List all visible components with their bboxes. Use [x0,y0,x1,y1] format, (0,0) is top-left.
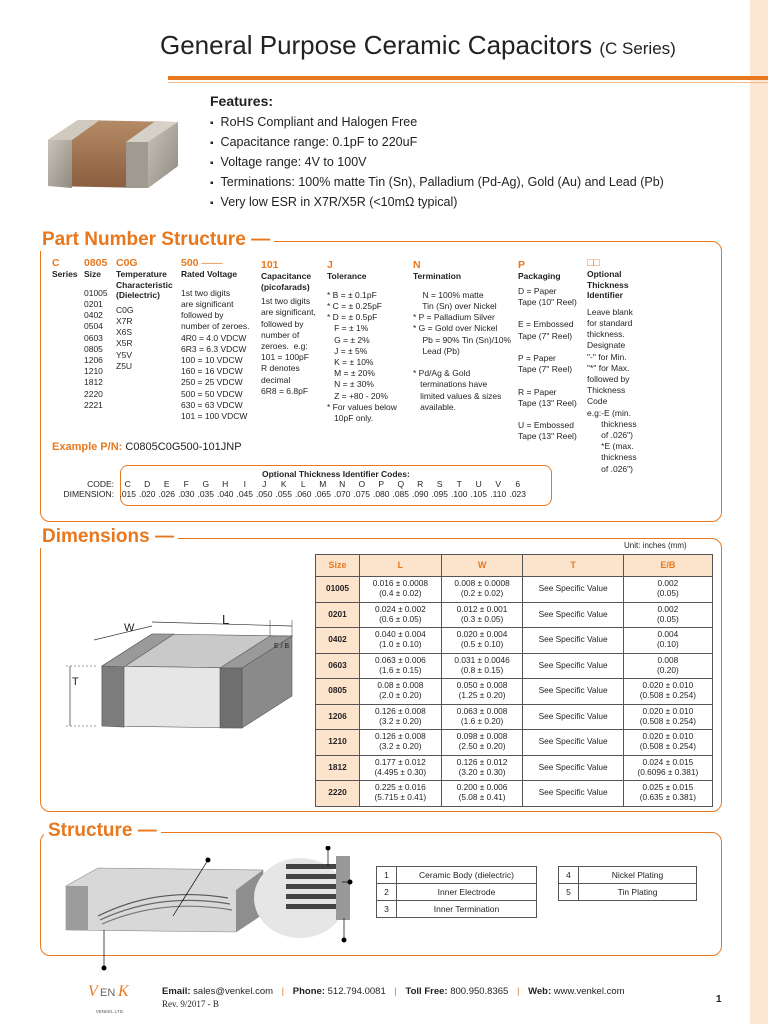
list-item: ▪ Voltage range: 4V to 100V [210,153,664,173]
page-number: 1 [716,994,722,1005]
table-cell: 0.126 ± 0.012 (3.20 ± 0.30) [441,755,523,781]
table-cell: 0402 [316,628,360,654]
table-cell: See Specific Value [523,730,623,756]
web-link[interactable]: www.venkel.com [553,986,625,997]
thickness-dimension: .020 [138,489,156,499]
table-cell: 2220 [316,781,360,807]
column-header: E/B [623,555,712,577]
thickness-code: E [163,479,170,489]
example-part-number: Example P/N: C0805C0G500-101JNP [52,441,242,453]
thickness-code: C [124,479,131,489]
list-item: ▪ RoHS Compliant and Halogen Free [210,113,664,133]
structure-table: 1 Ceramic Body (dielectric) 4 Nickel Plating 2 Inner Electrode 5 Tin Plating 3 Inner Termination [376,866,697,918]
table-cell: 0.020 ± 0.010 (0.508 ± 0.254) [623,730,712,756]
table-cell: 1206 [316,704,360,730]
thickness-dimension: .100 [450,489,468,499]
table-cell: 0603 [316,653,360,679]
thickness-code: N [339,479,346,489]
table-cell: 0.024 ± 0.015 (0.6096 ± 0.381) [623,755,712,781]
pn-tolerance-column: J Tolerance * B = ± 0.1pF * C = ± 0.25pF * D = ± 0.5pF F = ± 1% G = ± 2% J = ± 5% K = ± 10% M = ± 20% N = ± 30% Z = +80 - 20% * For values below 10pF only. [327,259,397,423]
thickness-dimension: .080 [372,489,390,499]
table-cell: 0.025 ± 0.015 (0.635 ± 0.381) [623,781,712,807]
thickness-dimension: .095 [431,489,449,499]
label-t: T [72,676,79,688]
label-eb: E / B [274,643,290,650]
thickness-code: S [436,479,443,489]
table-cell: 1210 [316,730,360,756]
table-row [316,704,713,730]
table-cell: 0.020 ± 0.010 (0.508 ± 0.254) [623,679,712,705]
thickness-code: Q [397,479,405,489]
label-w: W [124,622,135,634]
features-heading: Features: [210,93,274,109]
structure-diagram [58,846,358,981]
table-cell: 0.098 ± 0.008 (2.50 ± 0.20) [441,730,523,756]
features-list [210,113,664,213]
table-cell: 0.200 ± 0.006 (5.08 ± 0.41) [441,781,523,807]
table-cell: 0.016 ± 0.0008 (0.4 ± 0.02) [360,577,442,603]
page-title: General Purpose Ceramic Capacitors (C Series) [160,30,676,60]
thickness-dimension: .026 [158,489,176,499]
unit-label: Unit: inches (mm) [624,541,687,550]
thickness-dimension: .055 [275,489,293,499]
thickness-code: H [222,479,229,489]
table-cell: See Specific Value [523,653,623,679]
table-cell: 0201 [316,602,360,628]
pn-series-column: C Series [52,257,78,280]
thickness-code: U [475,479,482,489]
svg-text:V: V [88,983,98,1000]
table-row [316,602,713,628]
email-link[interactable]: sales@venkel.com [193,986,274,997]
list-item: ▪ Terminations: 100% matte Tin (Sn), Palladium (Pd-Ag), Gold (Au) and Lead (Pb) [210,173,664,193]
list-item: ▪ Capacitance range: 0.1pF to 220uF [210,133,664,153]
thickness-dimension: .085 [392,489,410,499]
table-cell: 0.004 (0.10) [623,628,712,654]
list-item: ▪ Very low ESR in X7R/X5R (<10mΩ typical) [210,193,664,213]
dimension-diagram [62,606,302,751]
side-accent-bar [750,0,768,1024]
column-header: Size [316,555,360,577]
table-cell: 0.126 ± 0.008 (3.2 ± 0.20) [360,730,442,756]
dimensions-table [315,554,713,807]
thickness-dimension: .040 [216,489,234,499]
thickness-code: K [280,479,287,489]
table-row [316,755,713,781]
thickness-code: D [144,479,151,489]
table-cell: 0.063 ± 0.008 (1.6 ± 0.20) [441,704,523,730]
thickness-code: G [202,479,210,489]
thickness-dimension: .035 [197,489,215,499]
table-cell: 0.020 ± 0.004 (0.5 ± 0.10) [441,628,523,654]
svg-text:EN: EN [100,987,116,999]
table-cell: 0.020 ± 0.010 (0.508 ± 0.254) [623,704,712,730]
thickness-dimension: .060 [294,489,312,499]
thickness-dimension: .070 [333,489,351,499]
thickness-code: M [319,479,327,489]
table-cell: 0.024 ± 0.002 (0.6 ± 0.05) [360,602,442,628]
thickness-dimension: .090 [411,489,429,499]
table-cell: 0.012 ± 0.001 (0.3 ± 0.05) [441,602,523,628]
thickness-dimension: .015 [119,489,137,499]
pn-thickness-column: □□ Optional Thickness Identifier Leave blank for standard thickness. Designate "-" for Min. "*" for Max. followed by Thickness Code e.g:-E (min. thickness of .026") *E (max. thickness of .026") [587,257,637,474]
table-row [316,730,713,756]
svg-text:K: K [118,983,129,1000]
part-number-heading: Part Number Structure — [38,229,274,251]
thickness-code: 6 [515,479,521,489]
thickness-dimension: .075 [353,489,371,499]
header-rule-thin [168,82,768,83]
thickness-dimension: .050 [255,489,273,499]
column-header: W [441,555,523,577]
table-row [316,653,713,679]
table-cell: 0.008 (0.20) [623,653,712,679]
table-row [316,628,713,654]
thickness-dimension: .065 [314,489,332,499]
dimensions-heading: Dimensions — [38,526,178,548]
label-l: L [222,612,230,627]
thickness-code: R [417,479,424,489]
pn-voltage-column: 500 —— Rated Voltage 1st two digits are significant followed by number of zeroes. 4R0 = 4.0 VDCW 6R3 = 6.3 VDCW 100 = 10 VDCW 160 = 16 VDCW 250 = 25 VDCW 500 = 50 VDCW 630 = 63 VDCW 101 = 100 VDCW [181,257,250,421]
table-cell: See Specific Value [523,679,623,705]
thickness-code: V [495,479,502,489]
table-cell: 0805 [316,679,360,705]
thickness-code: F [183,479,189,489]
thickness-code: O [358,479,366,489]
thickness-dimension: .030 [177,489,195,499]
thickness-code: P [378,479,385,489]
table-cell: 0.002 (0.05) [623,577,712,603]
pn-capacitance-column: 101 Capacitance (picofarads) 1st two digits are significant, followed by number of zeroes. e.g: 101 = 100pF R denotes decimal 6R8 = 6.8pF [261,259,316,396]
thickness-code: J [262,479,267,489]
revision: Rev. 9/2017 - B [162,999,219,1009]
table-cell: See Specific Value [523,781,623,807]
thickness-dimension: .110 [490,489,507,499]
pn-size-column: 0805 Size 01005 0201 0402 0504 0603 0805 1206 1210 1812 2220 2221 [84,257,108,410]
table-cell: 01005 [316,577,360,603]
table-row [316,679,713,705]
table-cell: See Specific Value [523,628,623,654]
thickness-code: L [300,479,306,489]
header-rule [168,76,768,80]
table-cell: 0.08 ± 0.008 (2.0 ± 0.20) [360,679,442,705]
table-cell: 0.063 ± 0.006 (1.6 ± 0.15) [360,653,442,679]
thickness-dimension: .023 [509,489,527,499]
table-cell: 0.031 ± 0.0046 (0.8 ± 0.15) [441,653,523,679]
table-cell: 0.002 (0.05) [623,602,712,628]
table-cell: 0.177 ± 0.012 (4.495 ± 0.30) [360,755,442,781]
thickness-code: T [456,479,462,489]
pn-temp-column: C0G Temperature Characteristic (Dielectric) C0G X7R X6S X5R Y5V Z5U [116,257,173,371]
table-cell: 0.050 ± 0.008 (1.25 ± 0.20) [441,679,523,705]
thickness-codes-table: CODE: C D E F G H I J K L M N O P Q R S T U V 6 DIMENSION: .015 .020 .026 .030 .035 .040 .045 .050 .055 .060 .065 .070 .075 .080 .085 .090 .095 .100 .105 .110 .023 [63,479,527,499]
structure-heading: Structure — [44,820,161,842]
table-cell: 0.040 ± 0.004 (1.0 ± 0.10) [360,628,442,654]
pn-packaging-column: P Packaging D = Paper Tape (10" Reel) E = Embossed Tape (7" Reel) P = Paper Tape (7" Reel) R = Paper Tape (13" Reel) U = Embossed Tape (13" Reel) [518,259,577,442]
table-cell: 0.126 ± 0.008 (3.2 ± 0.20) [360,704,442,730]
thickness-dimension: .045 [236,489,254,499]
table-cell: 0.008 ± 0.0008 (0.2 ± 0.02) [441,577,523,603]
pn-termination-column: N Termination N = 100% matte Tin (Sn) over Nickel * P = Palladium Silver * G = Gold over Nickel Pb = 90% Tin (Sn)/10% Lead (Pb) * Pd/Ag & Gold terminations have limited values & sizes available. [413,259,512,412]
table-cell: See Specific Value [523,577,623,603]
thickness-code: I [243,479,246,489]
table-cell: 0.225 ± 0.016 (5.715 ± 0.41) [360,781,442,807]
table-row [316,577,713,603]
thickness-dimension: .105 [470,489,488,499]
thickness-codes-title: Optional Thickness Identifier Codes: [262,469,410,479]
table-cell: See Specific Value [523,602,623,628]
table-row [316,781,713,807]
column-header: L [360,555,442,577]
table-cell: See Specific Value [523,704,623,730]
capacitor-image [38,108,188,203]
table-cell: See Specific Value [523,755,623,781]
footer-contact: Email: sales@venkel.com | Phone: 512.794.0081 | Toll Free: 800.950.8365 | Web: www.venkel.com [162,986,625,997]
venkel-logo: V EN K VENKEL LTD. [88,983,129,1014]
column-header: T [523,555,623,577]
table-cell: 1812 [316,755,360,781]
